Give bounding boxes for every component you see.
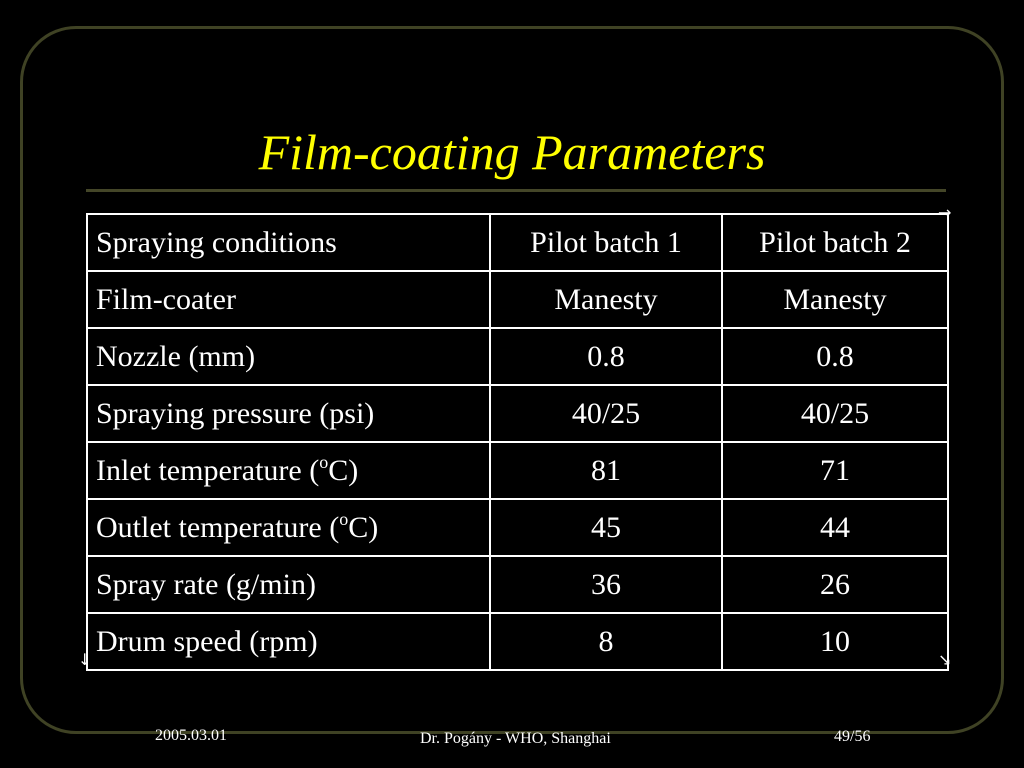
table-header-row bbox=[87, 214, 948, 271]
row-value-batch-2: 0.8 bbox=[722, 328, 948, 385]
table-row bbox=[87, 328, 948, 385]
row-value-batch-2: 44 bbox=[722, 499, 948, 556]
degree-symbol: o bbox=[339, 508, 349, 529]
header-pilot-batch-2: Pilot batch 2 bbox=[722, 214, 948, 271]
row-label: Drum speed (rpm) bbox=[87, 613, 490, 670]
title-divider bbox=[86, 189, 946, 192]
row-label: Spray rate (g/min) bbox=[87, 556, 490, 613]
row-label bbox=[87, 499, 490, 556]
parameters-table bbox=[86, 213, 952, 671]
row-value-batch-2: 26 bbox=[722, 556, 948, 613]
row-value-batch-1: 45 bbox=[490, 499, 722, 556]
row-value-batch-2: Manesty bbox=[722, 271, 948, 328]
resize-arrow-icon: ↓ bbox=[78, 650, 92, 669]
header-pilot-batch-1: Pilot batch 1 bbox=[490, 214, 722, 271]
table-row bbox=[87, 613, 948, 670]
row-label-unit: C) bbox=[328, 453, 359, 487]
degree-symbol: o bbox=[319, 451, 329, 472]
row-value-batch-1: 0.8 bbox=[490, 328, 722, 385]
footer-author: Dr. Pogány - WHO, Shanghai bbox=[420, 730, 611, 747]
table-row bbox=[87, 385, 948, 442]
row-value-batch-1: 8 bbox=[490, 613, 722, 670]
row-label-text: Outlet temperature ( bbox=[96, 510, 340, 544]
row-value-batch-2: 40/25 bbox=[722, 385, 948, 442]
resize-arrow-icon: ↘ bbox=[938, 650, 952, 669]
row-label: Nozzle (mm) bbox=[87, 328, 490, 385]
row-value-batch-1: 36 bbox=[490, 556, 722, 613]
table-row bbox=[87, 271, 948, 328]
row-label: Film-coater bbox=[87, 271, 490, 328]
row-label-unit: C) bbox=[348, 510, 379, 544]
row-value-batch-1: Manesty bbox=[490, 271, 722, 328]
row-label bbox=[87, 442, 490, 499]
slide-title: Film-coating Parameters bbox=[258, 124, 766, 180]
table-row bbox=[87, 442, 948, 499]
row-value-batch-1: 40/25 bbox=[490, 385, 722, 442]
row-label-text: Inlet temperature ( bbox=[96, 453, 320, 487]
row-value-batch-2: 71 bbox=[722, 442, 948, 499]
table-row bbox=[87, 499, 948, 556]
row-label: Spraying pressure (psi) bbox=[87, 385, 490, 442]
table-row bbox=[87, 556, 948, 613]
footer-page-number: 49/56 bbox=[834, 728, 871, 745]
row-value-batch-1: 81 bbox=[490, 442, 722, 499]
footer-date: 2005.03.01 bbox=[155, 727, 227, 744]
row-value-batch-2: 10 bbox=[722, 613, 948, 670]
header-label-cell: Spraying conditions bbox=[87, 214, 490, 271]
resize-arrow-icon: → bbox=[938, 203, 952, 222]
